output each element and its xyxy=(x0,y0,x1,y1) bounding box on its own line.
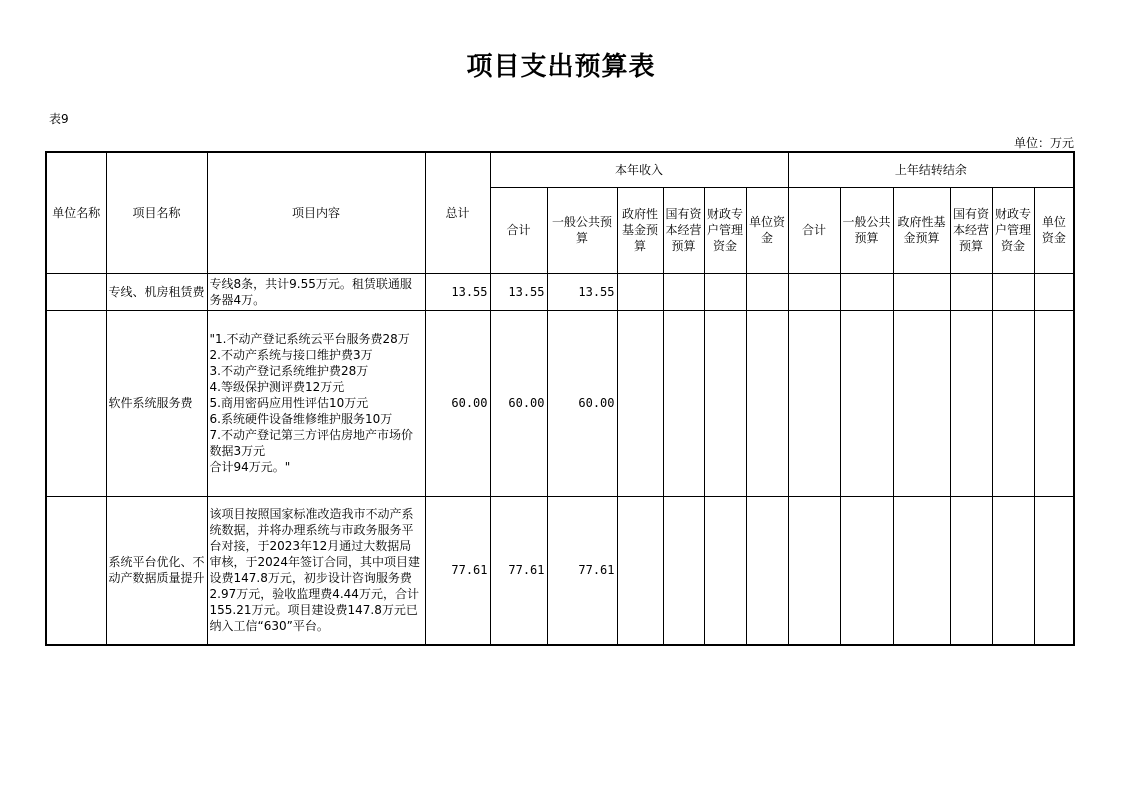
cell-sum: 60.00 xyxy=(490,310,547,496)
cell-empty xyxy=(704,310,746,496)
cell-empty xyxy=(788,273,840,310)
header-general-public: 一般公共预算 xyxy=(547,187,617,273)
page-title: 项目支出预算表 xyxy=(466,52,656,82)
cell-unit-name xyxy=(46,310,106,496)
header-carryover: 上年结转结余 xyxy=(788,152,1074,187)
cell-empty xyxy=(992,310,1034,496)
table-row xyxy=(46,496,1074,645)
table-number: 表9 xyxy=(49,112,69,126)
cell-unit-name xyxy=(46,496,106,645)
cell-empty xyxy=(663,310,704,496)
header-state-capital-carryover: 国有资本经营预算 xyxy=(950,187,992,273)
header-state-capital: 国有资本经营预算 xyxy=(663,187,704,273)
cell-sum: 77.61 xyxy=(490,496,547,645)
header-row-1 xyxy=(46,152,1074,187)
cell-empty xyxy=(617,273,663,310)
budget-table xyxy=(45,151,1075,646)
header-sum: 合计 xyxy=(490,187,547,273)
cell-project-content: 该项目按照国家标准改造我市不动产系统数据，并将办理系统与市政务服务平台对接，于2023年12月通过大数据局审核，于2024年签订合同，其中项目建设费147.8万元，初步设计咨询服务费2.97万元，验收监理费4.44万元，合计155.21万元。项目建设费147.8万元已纳入工信“630”平台。 xyxy=(207,496,425,645)
cell-empty xyxy=(617,496,663,645)
header-special-fund: 财政专户管理资金 xyxy=(704,187,746,273)
cell-empty xyxy=(704,496,746,645)
header-sum-carryover: 合计 xyxy=(788,187,840,273)
cell-empty xyxy=(788,496,840,645)
cell-empty xyxy=(746,496,788,645)
cell-project-name: 软件系统服务费 xyxy=(106,310,207,496)
cell-project-name: 系统平台优化、不动产数据质量提升 xyxy=(106,496,207,645)
cell-empty xyxy=(992,496,1034,645)
cell-general-public: 77.61 xyxy=(547,496,617,645)
cell-empty xyxy=(840,496,893,645)
cell-empty xyxy=(840,310,893,496)
cell-empty xyxy=(1034,273,1074,310)
cell-empty xyxy=(950,496,992,645)
cell-empty xyxy=(1034,496,1074,645)
header-unit-name: 单位名称 xyxy=(46,152,106,273)
header-gov-fund: 政府性基金预算 xyxy=(617,187,663,273)
table-row xyxy=(46,273,1074,310)
cell-empty xyxy=(992,273,1034,310)
cell-empty xyxy=(950,310,992,496)
cell-project-name: 专线、机房租赁费 xyxy=(106,273,207,310)
cell-empty xyxy=(893,310,950,496)
cell-empty xyxy=(950,273,992,310)
cell-empty xyxy=(788,310,840,496)
header-project-name: 项目名称 xyxy=(106,152,207,273)
cell-project-content: 专线8条，共计9.55万元。租赁联通服务器4万。 xyxy=(207,273,425,310)
header-unit-fund: 单位资金 xyxy=(746,187,788,273)
cell-general-public: 60.00 xyxy=(547,310,617,496)
cell-empty xyxy=(704,273,746,310)
cell-empty xyxy=(746,273,788,310)
cell-empty xyxy=(1034,310,1074,496)
header-gov-fund-carryover: 政府性基金预算 xyxy=(893,187,950,273)
cell-empty xyxy=(663,496,704,645)
cell-unit-name xyxy=(46,273,106,310)
header-general-public-carryover: 一般公共预算 xyxy=(840,187,893,273)
cell-total: 60.00 xyxy=(425,310,490,496)
cell-empty xyxy=(663,273,704,310)
cell-empty xyxy=(893,273,950,310)
cell-empty xyxy=(840,273,893,310)
cell-empty xyxy=(746,310,788,496)
header-unit-fund-carryover: 单位资金 xyxy=(1034,187,1074,273)
cell-total: 77.61 xyxy=(425,496,490,645)
cell-total: 13.55 xyxy=(425,273,490,310)
cell-project-content: "1.不动产登记系统云平台服务费28万 2.不动产系统与接口维护费3万 3.不动产登记系统维护费28万 4.等级保护测评费12万元 5.商用密码应用性评估10万元 6.系统硬件设备维修维护服务10万 7.不动产登记第三方评估房地产市场价数据3万元 合计94万元。" xyxy=(207,310,425,496)
header-current-income: 本年收入 xyxy=(490,152,788,187)
header-project-content: 项目内容 xyxy=(207,152,425,273)
header-special-fund-carryover: 财政专户管理资金 xyxy=(992,187,1034,273)
cell-empty xyxy=(617,310,663,496)
cell-empty xyxy=(893,496,950,645)
table-row xyxy=(46,310,1074,496)
cell-sum: 13.55 xyxy=(490,273,547,310)
header-total: 总计 xyxy=(425,152,490,273)
unit-label: 单位：万元 xyxy=(1013,136,1074,150)
cell-general-public: 13.55 xyxy=(547,273,617,310)
